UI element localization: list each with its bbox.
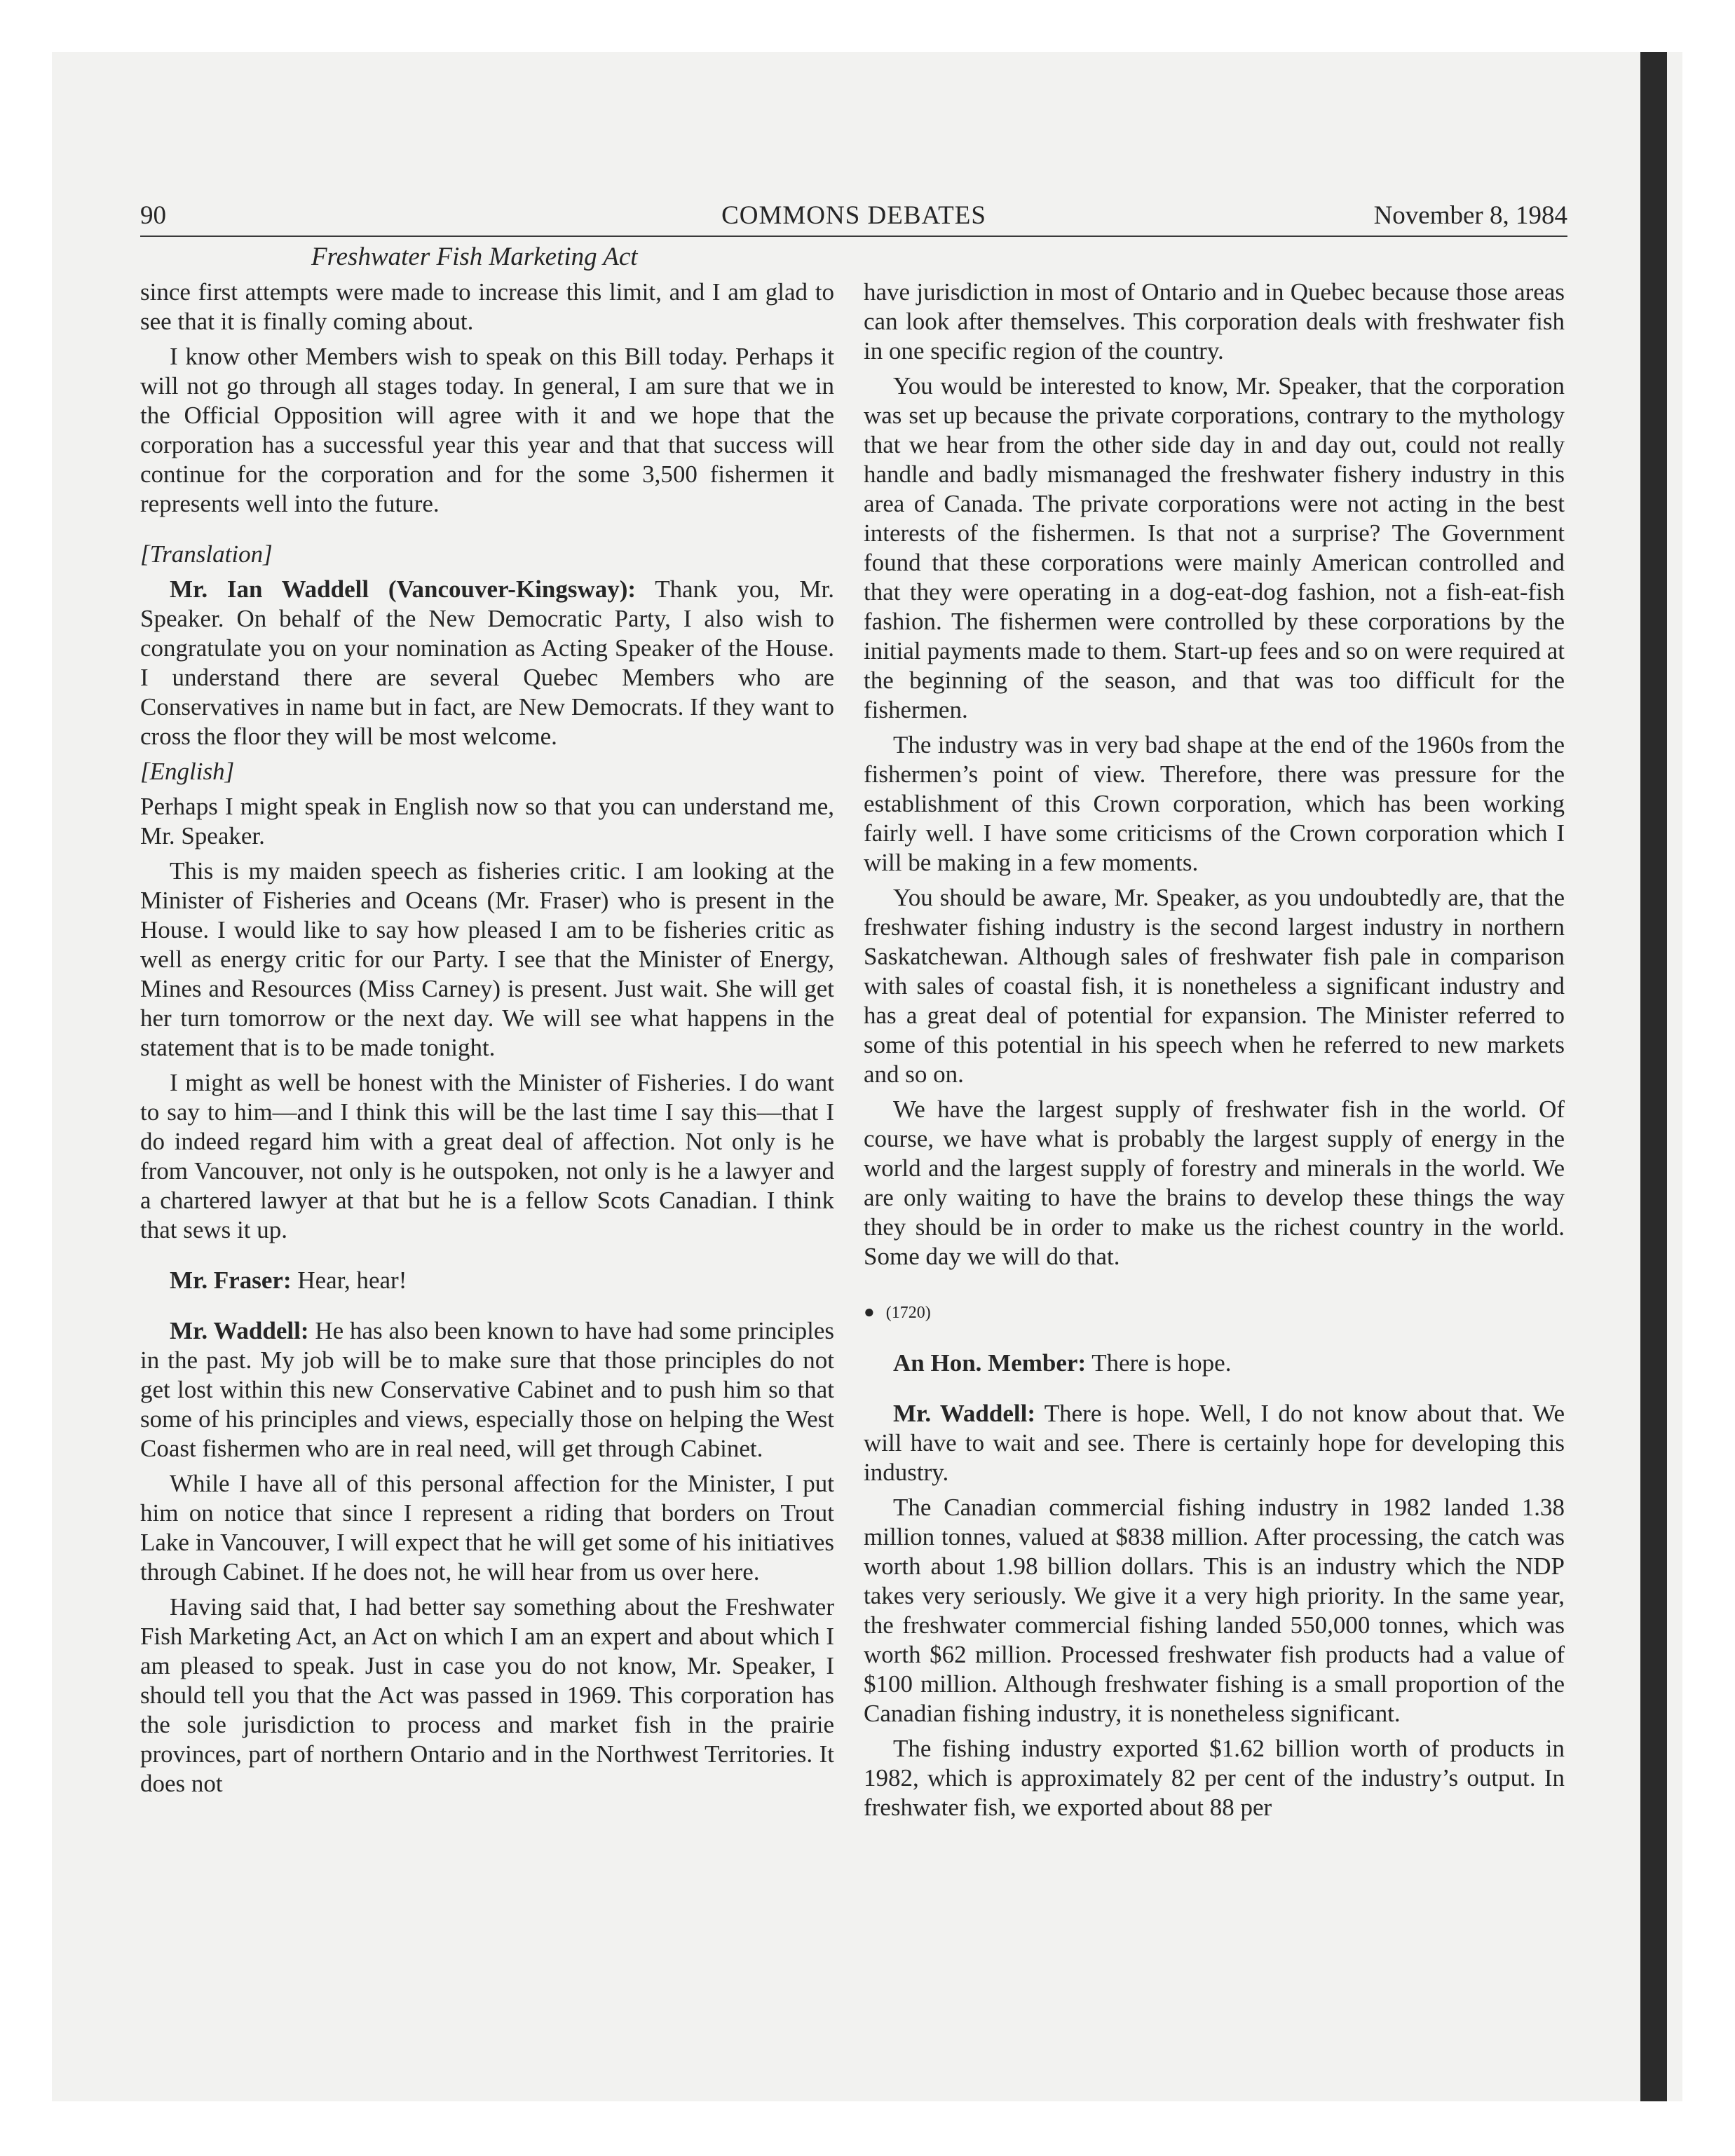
paragraph: have jurisdiction in most of Ontario and in Quebec because those areas can look after themselves. This corporation deals with freshwater fish in one specific region of the country. xyxy=(864,278,1565,364)
speaker-name: An Hon. Member: xyxy=(893,1349,1087,1377)
journal-title: COMMONS DEBATES xyxy=(721,201,986,230)
language-tag xyxy=(140,540,834,569)
speech-text: There is hope. xyxy=(1086,1349,1232,1377)
speaker-name: Mr. Waddell: xyxy=(893,1400,1035,1427)
paragraph: The industry was in very bad shape at the end of the 1960s from the fishermen’s point of view. Therefore, there was pressure for the establishment of this Crown corporation, which has been working fairly well. I have some criticisms of the Crown corporation which I will be making in a few moments. xyxy=(864,731,1565,876)
paragraph: You should be aware, Mr. Speaker, as you undoubtedly are, that the freshwater fishing industry is the second largest industry in northern Saskatchewan. Although sales of freshwater fish pale in comparison with sales of coastal fish, it is nonetheless a significant industry and has a great deal of potential for expansion. The Minister referred to some of this potential in his speech when he referred to new markets and so on. xyxy=(864,884,1565,1088)
paragraph: I know other Members wish to speak on this Bill today. Perhaps it will not go through all stages today. In general, I am sure that we in the Official Opposition will agree with it and we hope that the corporation has a successful year this year and that that success will continue for the corporation and for the some 3,500 fishermen it represents well into the future. xyxy=(140,343,834,517)
left-column xyxy=(140,278,834,1804)
paragraph: You would be interested to know, Mr. Speaker, that the corporation was set up because the private corporations, contrary to the mythology that we hear from the other side day in and day out, could not really handle and badly mismanaged the freshwater fishery industry in this area of Canada. The private corporations were not acting in the best interests of the fishermen. Is that not a surprise? The Government found that these corporations were mainly American controlled and that they were operating in a dog-eat-dog fashion, not a fish-eat-fish fashion. The fishermen were controlled by these corporations by the initial payments made to them. Start-up fees and so on were required at the beginning of the season, and that was too difficult for the fishermen. xyxy=(864,372,1565,723)
page-number: 90 xyxy=(140,201,166,230)
paragraph: The fishing industry exported $1.62 billion worth of products in 1982, which is approximately 82 per cent of the industry’s output. In freshwater fish, we exported about 88 per xyxy=(864,1735,1565,1821)
time-marker xyxy=(864,1295,1565,1328)
paragraph: This is my maiden speech as fisheries critic. I am looking at the Minister of Fisheries and Oceans (Mr. Fraser) who is present in the House. I would like to say how pleased I am to be fisheries critic as well as energy critic for our Party. I see that the Minister of Energy, Mines and Resources (Miss Carney) is present. Just wait. She will get her turn tomorrow or the next day. We will see what happens in the statement that is to be made tonight. xyxy=(140,857,834,1061)
speech-text: He has also been known to have had some principles in the past. My job will be to make sure that those principles do not get lost within this new Conservative Cabinet and to push him so that some of his principles and views, especially those on helping the West Coast fishermen who are in real need, will get through Cabinet. xyxy=(140,1317,834,1462)
page-header xyxy=(140,196,1567,237)
speech-paragraph xyxy=(864,1349,1565,1378)
speech-text: There is hope. Well, I do not know about that. We will have to wait and see. There is certainly hope for developing this industry. xyxy=(864,1400,1565,1486)
speaker-name: Mr. Waddell: xyxy=(170,1317,309,1344)
paragraph: Perhaps I might speak in English now so that you can understand me, Mr. Speaker. xyxy=(140,793,834,850)
paragraph: We have the largest supply of freshwater fish in the world. Of course, we have what is probably the largest supply of energy in the world and the largest supply of forestry and minerals in the world. We are only waiting to have the brains to develop these things the way they should be in order to make us the richest country in the world. Some day we will do that. xyxy=(864,1096,1565,1270)
issue-date: November 8, 1984 xyxy=(1373,201,1567,230)
paragraph: The Canadian commercial fishing industry in 1982 landed 1.38 million tonnes, valued at $838 million. After processing, the catch was worth about 1.98 billion dollars. This is an industry which the NDP takes very seriously. We give it a very high priority. In the same year, the freshwater commercial fishing landed 550,000 tonnes, which was worth $62 million. Processed freshwater fish products had a value of $100 million. Although freshwater fishing is a small proportion of the Canadian fishing industry, it is nonetheless significant. xyxy=(864,1494,1565,1727)
speech-paragraph xyxy=(140,1266,834,1295)
translation-tag: [Translation] xyxy=(140,540,273,568)
running-title: Freshwater Fish Marketing Act xyxy=(311,243,638,271)
language-tag xyxy=(140,757,834,786)
speech-paragraph xyxy=(140,575,834,751)
binding-edge xyxy=(1640,52,1667,2101)
paragraph: While I have all of this personal affection for the Minister, I put him on notice that since I represent a riding that borders on Trout Lake in Vancouver, I will expect that he will get some of his initiatives through Cabinet. If he does not, he will hear from us over here. xyxy=(140,1470,834,1585)
speaker-name: Mr. Fraser: xyxy=(170,1267,292,1294)
time-stamp: (1720) xyxy=(885,1304,931,1322)
speaker-name: Mr. Ian Waddell (Vancouver-Kingsway): xyxy=(170,575,637,603)
paragraph: since first attempts were made to increase this limit, and I am glad to see that it is finally coming about. xyxy=(140,278,834,335)
right-column xyxy=(864,278,1565,1828)
speech-paragraph xyxy=(864,1399,1565,1487)
paragraph: Having said that, I had better say something about the Freshwater Fish Marketing Act, an Act on which I am an expert and about which I am pleased to speak. Just in case you do not know, Mr. Speaker, I should tell you that the Act was passed in 1969. This corporation has the sole jurisdiction to process and market fish in the prairie provinces, part of northern Ontario and in the Northwest Territories. It does not xyxy=(140,1593,834,1797)
english-tag: [English] xyxy=(140,758,235,785)
bullet-icon: ● xyxy=(864,1302,875,1322)
paragraph: I might as well be honest with the Minister of Fisheries. I do want to say to him—and I think this will be the last time I say this—that I do indeed regard him with a great deal of affection. Not only is he from Vancouver, not only is he outspoken, not only is he a lawyer and a chartered lawyer at that but he is a fellow Scots Canadian. I think that sews it up. xyxy=(140,1069,834,1243)
speech-text: Thank you, Mr. Speaker. On behalf of the New Democratic Party, I also wish to congratulate you on your nomination as Acting Speaker of the House. I understand there are several Quebec Members who are Conservatives in name but in fact, are New Democrats. If they want to cross the floor they will be most welcome. xyxy=(140,575,834,750)
speech-text: Hear, hear! xyxy=(291,1267,407,1294)
speech-paragraph xyxy=(140,1316,834,1464)
